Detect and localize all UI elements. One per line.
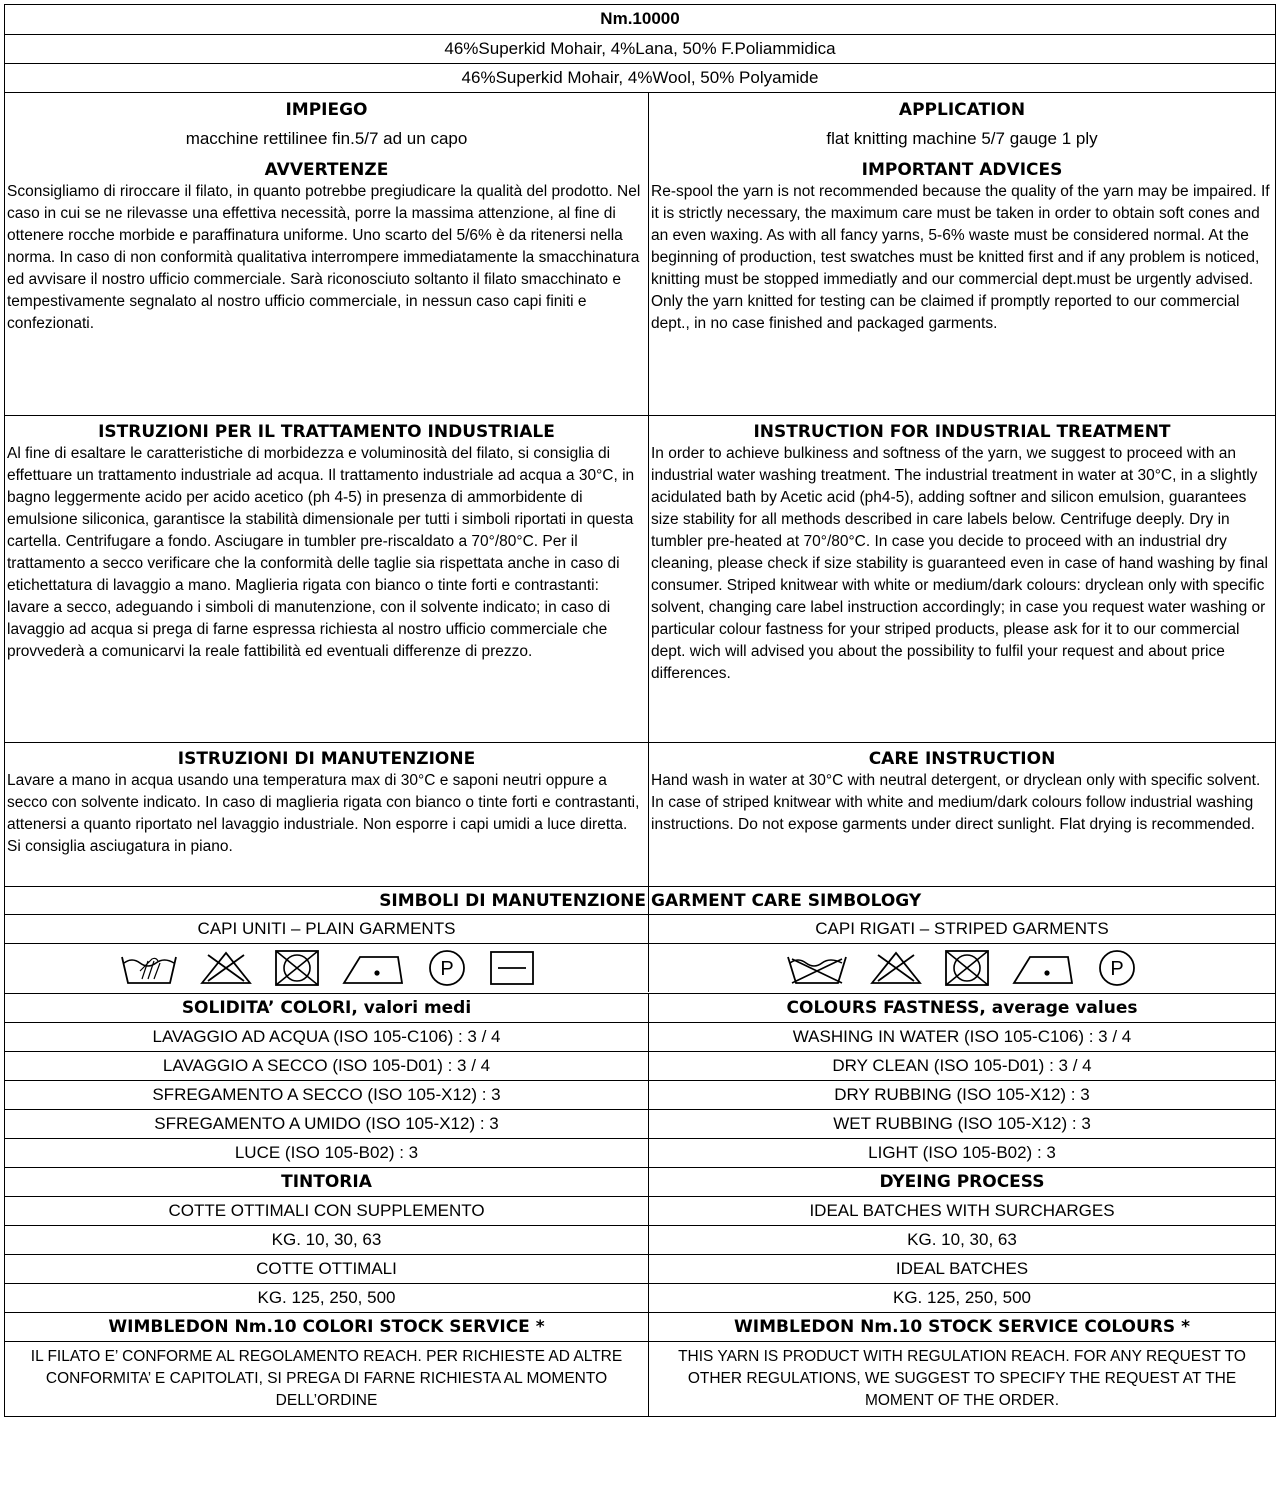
striped-symbols — [649, 944, 1275, 992]
dyeing-it-value: KG. 10, 30, 63 — [5, 1226, 649, 1254]
composition-it: 46%Superkid Mohair, 4%Lana, 50% F.Poliammidica — [444, 39, 836, 58]
fastness-it-value: LAVAGGIO AD ACQUA (ISO 105-C106) : 3 / 4 — [5, 1023, 649, 1051]
hand-wash-icon — [118, 949, 180, 987]
no-tumble-dry-icon — [272, 948, 322, 988]
dyeing-row — [4, 1196, 1276, 1225]
important-advices-heading: IMPORTANT ADVICES — [861, 160, 1063, 180]
fastness-heading-row — [4, 993, 1276, 1022]
dyeing-row — [4, 1283, 1276, 1312]
dyeing-row — [4, 1225, 1276, 1254]
no-bleach-icon — [868, 949, 924, 987]
dryclean-letter: P — [1110, 958, 1124, 980]
care-it — [5, 743, 649, 886]
fastness-row — [4, 1022, 1276, 1051]
dryclean-p-icon — [424, 948, 470, 988]
stock-en-heading: WIMBLEDON Nm.10 STOCK SERVICE COLOURS * — [734, 1317, 1190, 1337]
data-sheet — [4, 4, 1276, 1417]
industrial-en — [649, 416, 1275, 742]
dyeing-heading-row — [4, 1167, 1276, 1196]
usage-advices-row — [4, 92, 1276, 415]
care-en-heading: CARE INSTRUCTION — [868, 749, 1056, 769]
symbols-it-heading: SIMBOLI DI MANUTENZIONE — [5, 887, 649, 914]
application-heading: APPLICATION — [898, 100, 1026, 120]
impiego-heading: IMPIEGO — [285, 100, 368, 120]
care-en — [649, 743, 1275, 886]
industrial-it-text: Al fine di esaltare le caratteristiche di morbidezza e voluminosità del filato, si consiglia di effettuare un trattamento industriale ad acqua. Il trattamento industriale ad acqua a 30°C, in bagno leggermente acido per acido acetico (ph 4-5) in presenza di ammorbidente di emulsione siliconica, garantisce la stabilità dimensionale per tutti i simboli riportati in questa cartella. Centrifugare a fondo. Asciugare in tumbler pre-riscaldato a 70°/80°C. Per il trattamento a secco verificare che la conformità delle taglie sia rispettata anche in caso di etichettatura di lavaggio a mano. Maglieria rigata con bianco o tinte forti e contrastanti: lavare a secco, adeguando i simboli di manutenzione, con il solvente indicato; in caso di lavaggio ad acqua si prega di farne espressa richiesta al nostro ufficio commerciale che provvederà a comunicarvi la reale fattibilità ed eventuali differenze di prezzo. — [7, 445, 635, 660]
application-text: flat knitting machine 5/7 gauge 1 ply — [826, 129, 1098, 148]
dyeing-row — [4, 1254, 1276, 1283]
yarn-count-title — [4, 4, 1276, 34]
fastness-it-value: LAVAGGIO A SECCO (ISO 105-D01) : 3 / 4 — [5, 1052, 649, 1080]
iron-low-icon — [340, 949, 406, 987]
usage-advices-en — [649, 93, 1275, 415]
no-bleach-icon — [198, 949, 254, 987]
dyeing-it-heading: TINTORIA — [5, 1168, 649, 1196]
industrial-it — [5, 416, 649, 742]
industrial-it-heading: ISTRUZIONI PER IL TRATTAMENTO INDUSTRIALE — [98, 422, 555, 442]
no-wash-icon — [784, 949, 850, 987]
stock-it-heading: WIMBLEDON Nm.10 COLORI STOCK SERVICE * — [5, 1313, 649, 1341]
symbols-en-heading: GARMENT CARE SIMBOLOGY — [651, 891, 922, 911]
dryclean-p-icon — [1094, 948, 1140, 988]
care-it-text: Lavare a mano in acqua usando una temperatura max di 30°C e saponi neutri oppure a secco con solvente indicato. In caso di maglieria rigata con bianco o tinte forti e contrastanti, attenersi a quanto riportato nel lavaggio industriale. Non esporre i capi umidi a luce diretta. Si consiglia asciugatura in piano. — [7, 772, 640, 855]
care-symbols-row — [4, 943, 1276, 993]
title-text: Nm.10000 — [600, 9, 680, 28]
stock-service-row — [4, 1312, 1276, 1341]
fastness-row — [4, 1109, 1276, 1138]
industrial-en-heading: INSTRUCTION FOR INDUSTRIAL TREATMENT — [753, 422, 1171, 442]
reach-row — [4, 1341, 1276, 1417]
dyeing-it-value: KG. 125, 250, 500 — [5, 1284, 649, 1312]
important-advices-text: Re-spool the yarn is not recommended because the quality of the yarn may be impaired. If it is strictly necessary, the maximum care must be taken in order to obtain soft cones and an even waxing. As with all fancy yarns, 5-6% waste must be considered normal. At the beginning of production, test swatches must be knitted first and if any problem is noticed, knitting must be stopped immediatly and our commercial dept.must be urgently advised. Only the yarn knitted for testing can be claimed if promptly reported to our commercial dept., in no case finished and packaged garments. — [651, 183, 1270, 332]
flat-dry-icon — [488, 948, 536, 988]
dyeing-it-value: COTTE OTTIMALI CON SUPPLEMENTO — [5, 1197, 649, 1225]
composition-en: 46%Superkid Mohair, 4%Wool, 50% Polyamide — [461, 68, 819, 87]
fastness-en-value: DRY CLEAN (ISO 105-D01) : 3 / 4 — [832, 1056, 1092, 1075]
dyeing-en-value: KG. 125, 250, 500 — [893, 1288, 1031, 1307]
usage-advices-it — [5, 93, 649, 415]
composition-en-row — [4, 63, 1276, 92]
fastness-en-value: WET RUBBING (ISO 105-X12) : 3 — [833, 1114, 1091, 1133]
dyeing-it-value: COTTE OTTIMALI — [5, 1255, 649, 1283]
fastness-row — [4, 1080, 1276, 1109]
dyeing-en-value: IDEAL BATCHES — [895, 1259, 1029, 1278]
care-en-text: Hand wash in water at 30°C with neutral detergent, or dryclean only with specific solvent. In case of striped knitwear with white and medium/dark colours follow industrial washing instructions. Do not expose garments under direct sunlight. Flat drying is recommended. — [651, 772, 1261, 833]
fastness-en-heading: COLOURS FASTNESS, average values — [786, 998, 1138, 1018]
dyeing-en-value: KG. 10, 30, 63 — [907, 1230, 1017, 1249]
dyeing-en-value: IDEAL BATCHES WITH SURCHARGES — [809, 1201, 1115, 1220]
avvertenze-text: Sconsigliamo di riroccare il filato, in quanto potrebbe pregiudicare la qualità del prodotto. Nel caso in cui se ne rilevasse una effettiva necessità, porre la massima attenzione, al fine di ottenere rocche morbide e paraffinatura uniforme. Uno scarto del 5/6% è da ritenersi nella norma. In caso di non conformità qualitativa interrompere immediatamente la smacchinatura ed avvisare il nostro ufficio commerciale. Sarà riconosciuto soltanto il filato smacchinato e tempestivamente segnalato al nostro ufficio commerciale, in nessun caso capi finiti e confezionati. — [7, 183, 641, 332]
fastness-it-value: SFREGAMENTO A SECCO (ISO 105-X12) : 3 — [5, 1081, 649, 1109]
fastness-en-value: DRY RUBBING (ISO 105-X12) : 3 — [834, 1085, 1090, 1104]
plain-garments-label: CAPI UNITI – PLAIN GARMENTS — [5, 915, 649, 943]
fastness-it-value: LUCE (ISO 105-B02) : 3 — [5, 1139, 649, 1167]
reach-en-text: THIS YARN IS PRODUCT WITH REGULATION REACH. FOR ANY REQUEST TO OTHER REGULATIONS, WE SUGGEST TO SPECIFY THE REQUEST AT THE MOMENT OF THE ORDER. — [678, 1348, 1246, 1409]
avvertenze-heading: AVVERTENZE — [264, 160, 389, 180]
care-it-heading: ISTRUZIONI DI MANUTENZIONE — [177, 749, 476, 769]
fastness-row — [4, 1051, 1276, 1080]
iron-low-icon — [1010, 949, 1076, 987]
fastness-it-heading: SOLIDITA’ COLORI, valori medi — [5, 994, 649, 1022]
reach-it-text: IL FILATO E’ CONFORME AL REGOLAMENTO REACH. PER RICHIESTE AD ALTRE CONFORMITA’ E CAPITOLATI, SI PREGA DI FARNE RICHIESTA AL MOMENTO DELL’ORDINE — [5, 1342, 649, 1416]
fastness-it-value: SFREGAMENTO A UMIDO (ISO 105-X12) : 3 — [5, 1110, 649, 1138]
fastness-en-value: WASHING IN WATER (ISO 105-C106) : 3 / 4 — [792, 1027, 1132, 1046]
plain-symbols — [5, 944, 649, 992]
no-tumble-dry-icon — [942, 948, 992, 988]
fastness-en-value: LIGHT (ISO 105-B02) : 3 — [868, 1143, 1056, 1162]
dryclean-letter: P — [439, 958, 454, 980]
care-row — [4, 742, 1276, 886]
garment-types-row — [4, 914, 1276, 943]
striped-garments-label: CAPI RIGATI – STRIPED GARMENTS — [815, 919, 1109, 938]
fastness-row — [4, 1138, 1276, 1167]
industrial-row — [4, 415, 1276, 742]
symbols-heading-row — [4, 886, 1276, 914]
dyeing-en-heading: DYEING PROCESS — [879, 1172, 1045, 1192]
industrial-en-text: In order to achieve bulkiness and softness of the yarn, we suggest to proceed with an industrial water washing treatment. The industrial treatment in water at 30°C, in a slightly acidulated bath by Acetic acid (ph4-5), adding softner and silicon emulsion, guarantees size stability for all methods described in care labels below. Centrifuge deeply. Dry in tumbler pre-heated at 70°/80°C. In case you decide to proceed with an industrial dry cleaning, please check if size stability is guaranteed even in case of hand washing by final consumer. Striped knitwear with white or medium/dark colours: dryclean only with specific solvent, changing care label instruction accordingly; in case you request water washing or particular colour fastness for your striped products, please ask for it to our commercial dept. wich will advised you about the possibility to fulfil your request and about price differences. — [651, 445, 1268, 682]
composition-it-row — [4, 34, 1276, 63]
impiego-text: macchine rettilinee fin.5/7 ad un capo — [185, 129, 468, 148]
